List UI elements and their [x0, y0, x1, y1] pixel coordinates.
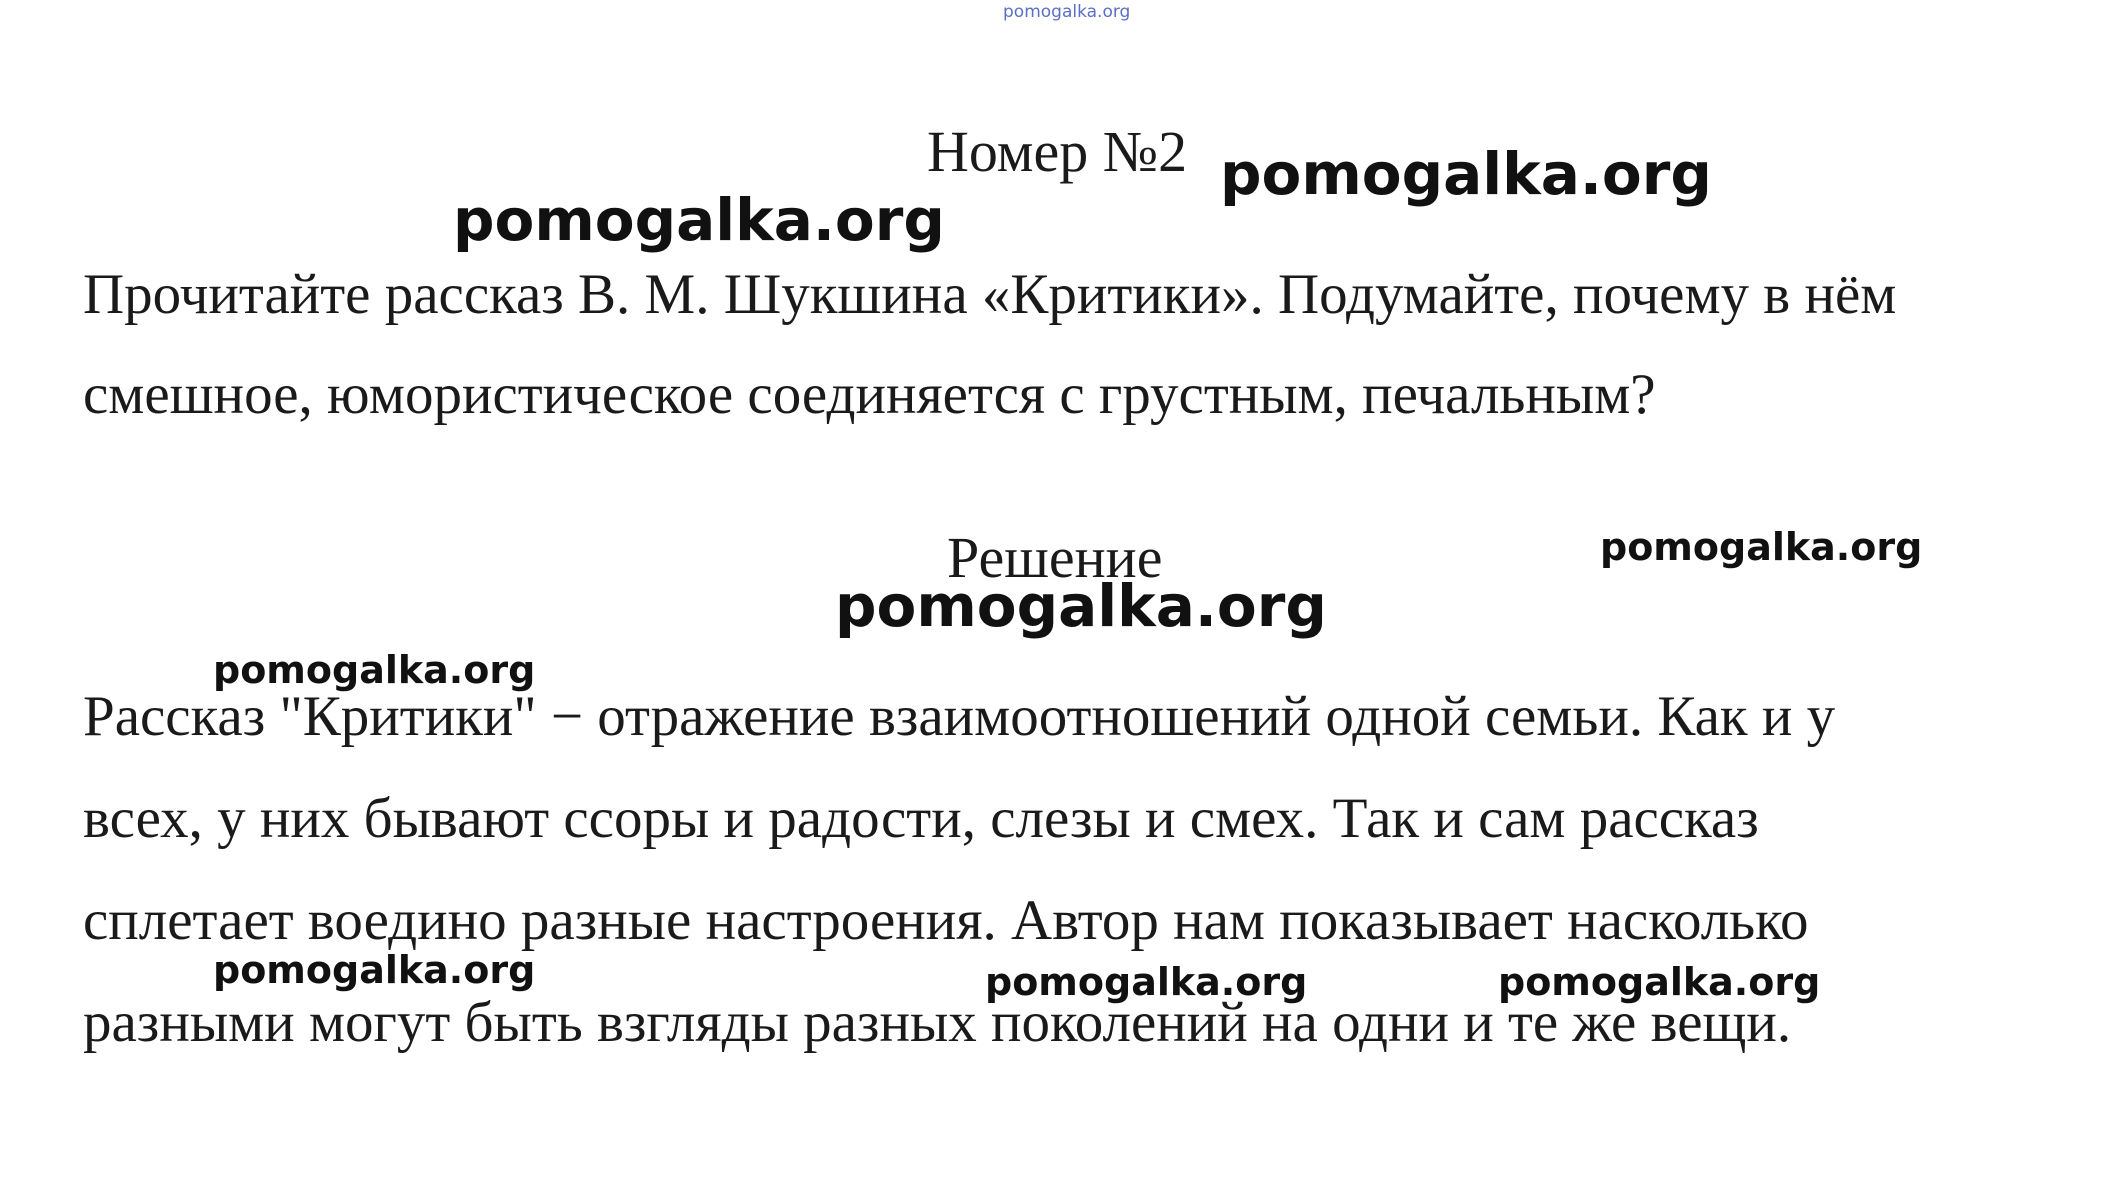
- watermark: pomogalka.org: [1498, 960, 1821, 1004]
- answer-line-2: всех, у них бывают ссоры и радости, слезы и смех. Так и сам рассказ: [83, 787, 1759, 850]
- answer-line-3: сплетает воедино разные настроения. Автор нам показывает насколько: [83, 889, 1809, 952]
- watermark: pomogalka.org: [835, 572, 1327, 640]
- watermark: pomogalka.org: [213, 948, 536, 992]
- watermark: pomogalka.org: [213, 648, 536, 692]
- watermark: pomogalka.org: [1220, 140, 1712, 208]
- top-watermark-link[interactable]: pomogalka.org: [1003, 2, 1131, 22]
- solution-heading: Решение: [947, 525, 1163, 590]
- question-line-2: смешное, юмористическое соединяется с грустным, печальным?: [83, 363, 1656, 426]
- answer-line-1: Рассказ "Критики" − отражение взаимоотношений одной семьи. Как и у: [83, 685, 1836, 748]
- task-number-heading: Номер №2: [927, 119, 1188, 184]
- question-line-1: Прочитайте рассказ В. М. Шукшина «Критики». Подумайте, почему в нём: [83, 263, 1897, 326]
- watermark: pomogalka.org: [453, 186, 945, 254]
- watermark: pomogalka.org: [985, 960, 1308, 1004]
- watermark: pomogalka.org: [1600, 525, 1923, 569]
- answer-line-4: разными могут быть взгляды разных поколений на одни и те же вещи.: [83, 991, 1792, 1054]
